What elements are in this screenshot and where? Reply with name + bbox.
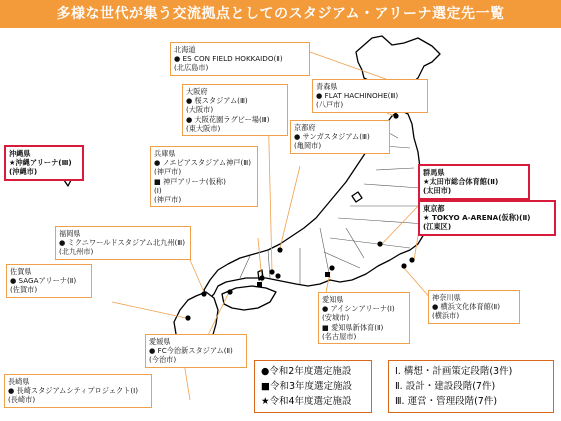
marker-hyogo (259, 275, 264, 280)
callout-hyogo-city-1: (神戸市) (154, 167, 182, 177)
marker-tokyo (409, 257, 414, 262)
callout-osaka-venue-1: ● 桜スタジアム(Ⅲ) (186, 96, 248, 106)
callout-aomori-city: (八戸市) (316, 100, 344, 110)
callout-aichi-city-2: (名古屋市) (322, 331, 357, 341)
callout-okinawa (4, 145, 84, 181)
callout-hyogo-venue-2: ■ 神戸アリーナ(仮称) (154, 176, 226, 186)
callout-fukuoka-prefecture: 福岡県 (59, 229, 81, 238)
callout-aomori-prefecture: 青森県 (316, 82, 338, 91)
callout-osaka-venue-2: ● 大阪花園ラグビー場(Ⅲ) (186, 114, 270, 124)
callout-gunma-prefecture: 群馬県 (423, 168, 445, 177)
callout-nagasaki-city: (長崎市) (8, 395, 36, 405)
callout-hokkaido-venue: ● ES CON FIELD HOKKAIDO(Ⅱ) (174, 54, 283, 64)
callout-hyogo-venue-1: ● ノエビアスタジアム神戸(Ⅲ) (154, 158, 252, 168)
callout-hyogo-stage-2: (Ⅰ) (154, 185, 162, 195)
callout-tokyo (418, 200, 556, 236)
marker-osaka-2 (275, 273, 280, 278)
callout-kanagawa-city: (横浜市) (432, 311, 460, 321)
callout-hyogo-prefecture: 兵庫県 (154, 149, 176, 158)
marker-kanagawa (401, 263, 406, 268)
legend-year-2022: ★令和4年度選定施設 (261, 396, 352, 407)
marker-aomori (393, 113, 398, 118)
callout-hokkaido-city: (北広島市) (174, 63, 209, 73)
callout-kyoto-city: (亀岡市) (294, 141, 322, 151)
callout-aichi (318, 292, 410, 344)
page-title: 多様な世代が集う交流拠点としてのスタジアム・アリーナ選定先一覧 (0, 0, 561, 28)
callout-osaka-city-2: (東大阪市) (186, 123, 221, 133)
marker-ehime (227, 289, 232, 294)
marker-aichi-new (325, 272, 330, 277)
callout-hokkaido (170, 42, 310, 76)
callout-tokyo-venue: ★ TOKYO A-ARENA(仮称)(Ⅱ) (423, 213, 531, 223)
callout-gunma (418, 164, 530, 200)
marker-saga (185, 315, 190, 320)
callout-tokyo-city: (江東区) (423, 222, 452, 232)
callout-saga (6, 264, 92, 298)
callout-okinawa-venue: ★沖縄アリーナ(Ⅲ) (9, 158, 72, 168)
callout-kyoto (290, 120, 390, 154)
callout-aichi-city-1: (安城市) (322, 313, 350, 323)
callout-aomori-venue: ● FLAT HACHINOHE(Ⅲ) (316, 91, 399, 101)
callout-saga-venue: ● SAGAアリーナ(Ⅱ) (10, 276, 77, 286)
marker-osaka-1 (269, 269, 274, 274)
callout-hokkaido-prefecture: 北海道 (174, 45, 196, 54)
legend-selection-year (254, 360, 372, 413)
callout-aomori (312, 79, 428, 113)
callout-kyoto-venue: ● サンガスタジアム(Ⅲ) (294, 132, 370, 142)
callout-osaka-prefecture: 大阪府 (186, 87, 208, 96)
callout-aichi-venue-1: ● アイシンアリーナ(Ⅰ) (322, 304, 395, 314)
callout-kanagawa (428, 290, 520, 324)
callout-okinawa-prefecture: 沖縄県 (9, 149, 31, 158)
callout-aichi-venue-2: ■ 愛知県新体育(Ⅱ) (322, 322, 384, 332)
callout-ehime-prefecture: 愛媛県 (149, 337, 171, 346)
callout-fukuoka-city: (北九州市) (59, 247, 94, 257)
callout-kyoto-prefecture: 京都府 (294, 123, 316, 132)
callout-nagasaki-venue: ● 長崎スタジアムシティプロジェクト(Ⅰ) (8, 386, 139, 396)
callout-hyogo (150, 146, 258, 207)
marker-fukuoka (201, 291, 206, 296)
legend-year-2020: ●令和2年度選定施設 (261, 366, 352, 377)
callout-fukuoka-venue: ● ミクニワールドスタジアム北九州(Ⅲ) (59, 238, 186, 248)
callout-kanagawa-venue: ● 横浜文化体育館(Ⅱ) (432, 302, 501, 312)
callout-hyogo-city-2: (神戸市) (154, 195, 182, 205)
legend-stages (388, 360, 554, 413)
marker-gunma (377, 241, 382, 246)
callout-okinawa-city: (沖縄市) (9, 167, 38, 177)
callout-nagasaki-prefecture: 長崎県 (8, 377, 30, 386)
callout-ehime-venue: ● FC今治新スタジアム(Ⅱ) (149, 346, 233, 356)
callout-gunma-city: (太田市) (423, 186, 452, 196)
callout-ehime-city: (今治市) (149, 355, 177, 365)
callout-fukuoka (55, 226, 191, 260)
callout-saga-prefecture: 佐賀県 (10, 267, 32, 276)
callout-nagasaki (4, 374, 152, 408)
callout-saga-city: (佐賀市) (10, 285, 38, 295)
callout-tokyo-prefecture: 東京都 (423, 204, 445, 213)
callout-osaka (182, 84, 288, 136)
leader-fukuoka (190, 260, 204, 292)
leader-saga (112, 302, 186, 318)
legend-stage-2: Ⅱ. 設計・建設段階(7件) (395, 381, 496, 392)
callout-osaka-city-1: (大阪市) (186, 105, 214, 115)
marker-kyoto (277, 247, 282, 252)
callout-kanagawa-prefecture: 神奈川県 (432, 293, 461, 302)
callout-ehime (145, 334, 247, 368)
callout-aichi-prefecture: 愛知県 (322, 295, 344, 304)
legend-year-2021: ■令和3年度選定施設 (261, 381, 353, 392)
legend-stage-1: Ⅰ. 構想・計画策定段階(3件) (395, 366, 513, 377)
callout-gunma-venue: ★太田市総合体育館(Ⅱ) (423, 177, 499, 187)
marker-aichi (329, 265, 334, 270)
legend-stage-3: Ⅲ. 運営・管理段階(7件) (395, 396, 498, 407)
marker-hyogo-arena (257, 282, 262, 287)
